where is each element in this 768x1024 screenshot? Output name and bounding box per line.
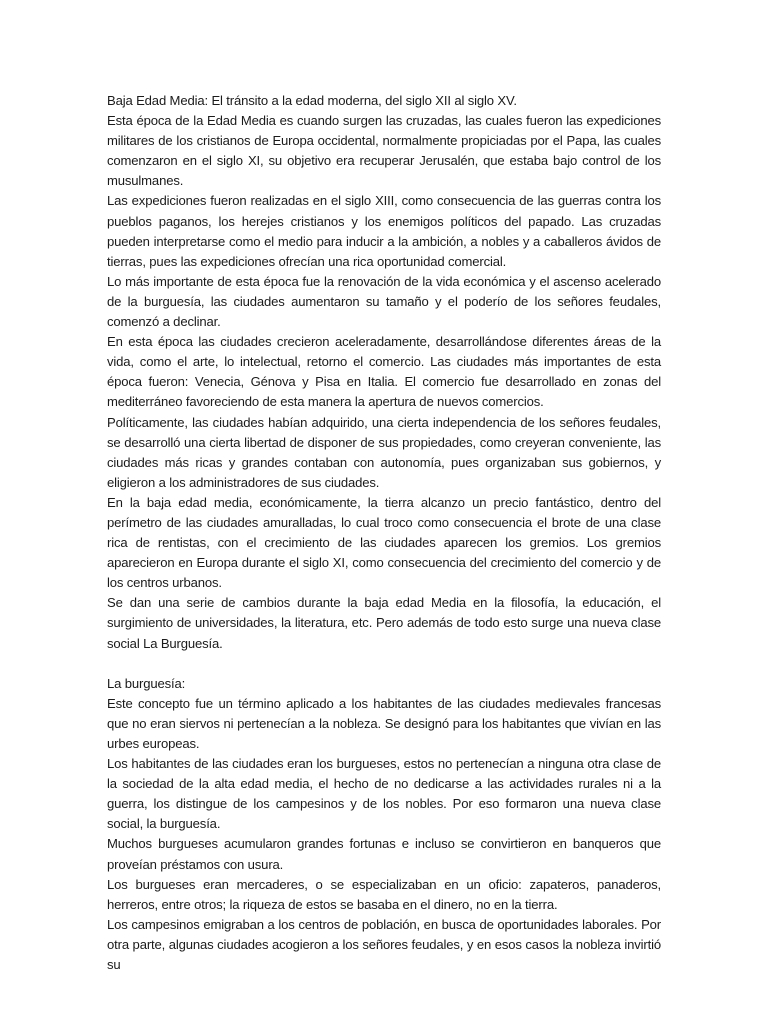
paragraph: En la baja edad media, económicamente, la tierra alcanzo un precio fantástico, dentro del perímetro de las ciudades amuralladas, lo cual troco como consecuencia el brote de una clase rica de rentistas, con el crecimiento de las ciudades aparecen los gremios. Los gremios aparecieron en Europa durante el siglo XI, como consecuencia del crecimiento del comercio y de los centros urbanos. [107, 494, 661, 591]
section-heading: La burguesía: [107, 675, 186, 691]
paragraph: Muchos burgueses acumularon grandes fortunas e incluso se convirtieron en banqueros que proveían préstamos con usura. [107, 836, 661, 872]
document-title: Baja Edad Media: El tránsito a la edad moderna, del siglo XII al siglo XV. [107, 93, 517, 108]
paragraph: Las expediciones fueron realizadas en el siglo XIII, como consecuencia de las guerras contra los pueblos paganos, los herejes cristianos y los enemigos políticos del papado. Las cruzadas pueden interpretarse como el medio para inducir a la ambición, a nobles y a caballeros ávidos de tierras, pues las expediciones ofrecían una rica oportunidad comercial. [107, 193, 661, 269]
paragraph: En esta época las ciudades crecieron aceleradamente, desarrollándose diferentes áreas de la vida, como el arte, lo intelectual, retorno el comercio. Las ciudades más importantes de esta época fueron: Venecia, Génova y Pisa en Italia. El comercio fue desarrollado en zonas del mediterráneo favoreciendo de esta manera la apertura de nuevos comercios. [107, 334, 661, 410]
paragraph-spacer [107, 654, 661, 674]
paragraph: Los burgueses eran mercaderes, o se especializaban en un oficio: zapateros, panaderos, herreros, entre otros; la riqueza de estos se basaba en el dinero, no en la tierra. [107, 876, 661, 912]
paragraph: Los habitantes de las ciudades eran los burgueses, estos no pertenecían a ninguna otra clase de la sociedad de la alta edad media, el hecho de no dedicarse a las actividades rurales ni a la guerra, los distingue de los campesinos y de los nobles. Por eso formaron una nueva clase social, la burguesía. [107, 756, 661, 832]
paragraph: Se dan una serie de cambios durante la baja edad Media en la filosofía, la educación, el surgimiento de universidades, la literatura, etc. Pero además de todo esto surge una nueva clase social La Burguesía. [107, 595, 661, 651]
paragraph: Políticamente, las ciudades habían adquirido, una cierta independencia de los señores feudales, se desarrolló una cierta libertad de disponer de sus propiedades, como creyeran conveniente, las ciudades más ricas y grandes contaban con autonomía, pues organizaban sus gobiernos, y eligieron a los administradores de sus ciudades. [107, 414, 661, 490]
paragraph: Los campesinos emigraban a los centros de población, en busca de oportunidades laborales. Por otra parte, algunas ciudades acogieron a los señores feudales, y en esos casos la nobleza invirtió su [107, 916, 661, 973]
paragraph: Lo más importante de esta época fue la renovación de la vida económica y el ascenso acelerado de la burguesía, las ciudades aumentaron su tamaño y el poderío de los señores feudales, comenzó a declinar. [107, 273, 661, 330]
paragraph: Este concepto fue un término aplicado a los habitantes de las ciudades medievales francesas que no eran siervos ni pertenecían a la nobleza. Se designó para los habitantes que vivían en las urbes europeas. [107, 695, 661, 751]
paragraph: Esta época de la Edad Media es cuando surgen las cruzadas, las cuales fueron las expediciones militares de los cristianos de Europa occidental, normalmente propiciadas por el Papa, las cuales comenzaron en el siglo XI, su objetivo era recuperar Jerusalén, que estaba bajo control de los musulmanes. [107, 113, 661, 189]
document-body [107, 91, 661, 975]
